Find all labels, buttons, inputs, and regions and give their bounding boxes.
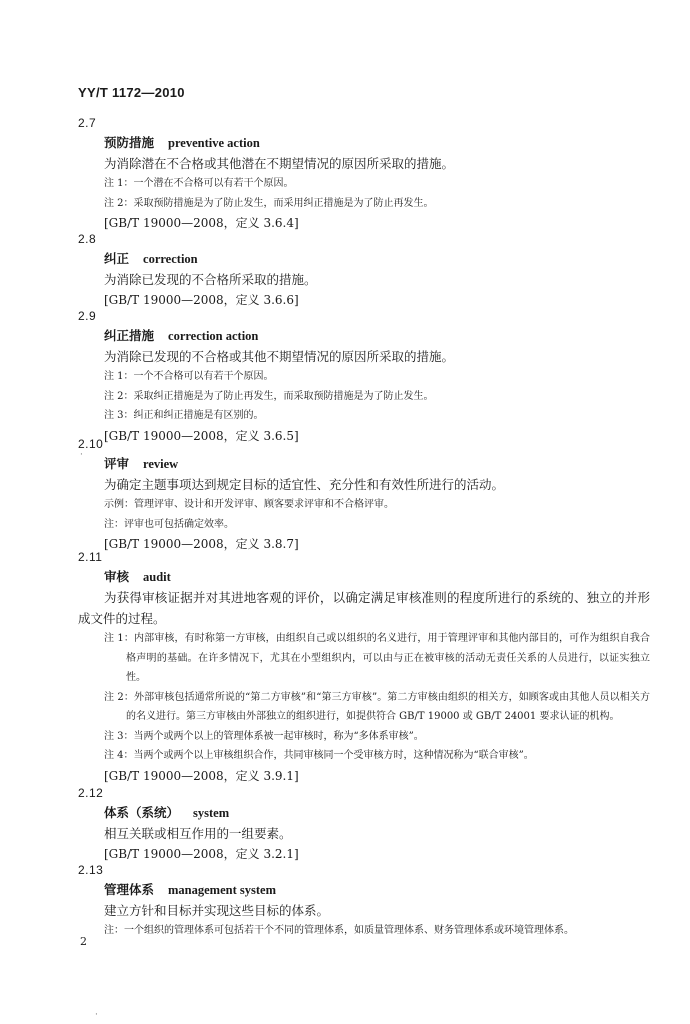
- note: 注 2：采取纠正措施是为了防止再发生，而采取预防措施是为了防止发生。: [104, 390, 434, 402]
- term-english: system: [193, 806, 230, 820]
- clause-number: 2.11: [78, 550, 103, 564]
- page-number: 2: [80, 935, 87, 948]
- example: 示例：管理评审、设计和开发评审、顾客要求评审和不合格评审。: [104, 499, 394, 510]
- term-english: review: [143, 457, 179, 471]
- note: 注：一个组织的管理体系可包括若干个不同的管理体系，如质量管理体系、财务管理体系或环境管理体系。: [104, 925, 574, 936]
- term-definition: 为获得审核证据并对其进地客观的评价，以确定满足审核准则的程度所进行的系统的、独立的并形成文件的过程。: [78, 590, 650, 626]
- term-chinese: 纠正: [104, 251, 130, 266]
- term-english: preventive action: [168, 136, 260, 150]
- clause-number: 2.8: [78, 232, 97, 246]
- term-heading: [104, 133, 650, 153]
- term-entry-2-9: [78, 306, 650, 447]
- reference: [GB/T 19000—2008，定义 3.6.6]: [104, 293, 299, 307]
- term-definition: 建立方针和目标并实现这些目标的体系。: [104, 903, 330, 918]
- note: 注 3：纠正和纠正措施是有区别的。: [104, 410, 264, 421]
- note: 注 3：当两个或两个以上的管理体系被一起审核时，称为“多体系审核”。: [104, 730, 424, 742]
- note: 注 2：采取预防措施是为了防止发生，而采用纠正措施是为了防止再发生。: [104, 197, 434, 209]
- term-chinese: 管理体系: [104, 882, 155, 897]
- term-english: correction action: [168, 329, 259, 343]
- reference: [GB/T 19000—2008，定义 3.6.5]: [104, 428, 299, 443]
- reference: [GB/T 19000—2008，定义 3.6.4]: [104, 216, 299, 230]
- term-definition: 为消除潜在不合格或其他潜在不期望情况的原因所采取的措施。: [104, 156, 455, 171]
- term-definition: 为确定主题事项达到规定目标的适宜性、充分性和有效性所进行的活动。: [104, 477, 505, 492]
- term-heading: [104, 803, 650, 823]
- term-chinese: 评审: [104, 456, 130, 471]
- reference: [GB/T 19000—2008，定义 3.9.1]: [104, 768, 299, 783]
- clause-number: 2.12: [78, 786, 104, 800]
- note: 注 4：当两个或两个以上审核组织合作，共同审核同一个受审核方时，这种情况称为“联合审核”。: [104, 750, 534, 761]
- term-entry-2-7: [78, 113, 650, 234]
- term-english: audit: [143, 570, 171, 584]
- clause-number: 2.9: [78, 309, 97, 323]
- term-entry-2-10: [78, 434, 650, 555]
- term-chinese: 预防措施: [104, 135, 155, 150]
- term-definition: 为消除已发现的不合格所采取的措施。: [104, 272, 317, 287]
- term-entry-2-12: [78, 783, 650, 865]
- note: 注：评审也可包括确定效率。: [104, 518, 234, 530]
- clause-number: 2.13: [78, 863, 104, 877]
- term-definition: 为消除已发现的不合格或其他不期望情况的原因所采取的措施。: [104, 349, 455, 364]
- term-heading: [104, 567, 650, 587]
- term-chinese: 审核: [104, 569, 130, 584]
- term-heading: [104, 880, 650, 900]
- note: 注 1：内部审核，有时称第一方审核，由组织自己或以组织的名义进行，用于管理评审和其他内部目的，可作为组织自我合格声明的基础。在许多情况下，尤其在小型组织内，可以由与正在被审核的活动无责任关系的人员进行，以证实独立性。: [104, 633, 650, 683]
- scan-speck: ·: [95, 1010, 98, 1020]
- note: 注 1：一个潜在不合格可以有若干个原因。: [104, 178, 294, 189]
- term-heading: [104, 249, 650, 269]
- note: 注 1：一个不合格可以有若干个原因。: [104, 371, 274, 382]
- term-english: correction: [143, 252, 198, 266]
- document-code-header: YY/T 1172—2010: [78, 85, 185, 100]
- term-chinese: 纠正措施: [104, 328, 155, 343]
- term-definition: 相互关联或相互作用的一组要素。: [104, 826, 292, 841]
- scan-speck: ·: [80, 450, 83, 460]
- reference: [GB/T 19000—2008，定义 3.8.7]: [104, 537, 299, 551]
- term-english: management system: [168, 883, 276, 897]
- term-entry-2-11: [78, 547, 650, 787]
- clause-number: 2.7: [78, 116, 97, 130]
- term-chinese: 体系（系统）: [104, 805, 180, 820]
- term-entry-2-13: [78, 860, 650, 941]
- term-heading: [104, 326, 650, 346]
- clause-number: 2.10: [78, 437, 104, 451]
- term-entry-2-8: [78, 229, 650, 311]
- reference: [GB/T 19000—2008，定义 3.2.1]: [104, 847, 299, 861]
- term-heading: [104, 454, 650, 474]
- note: 注 2：外部审核包括通常所说的“第二方审核”和“第三方审核”。第二方审核由组织的相关方，如顾客或由其他人员以相关方的名义进行。第三方审核由外部独立的组织进行，如提供符合 GB/T 19000 或 GB/T 24001 要求认证的机构。: [104, 691, 650, 722]
